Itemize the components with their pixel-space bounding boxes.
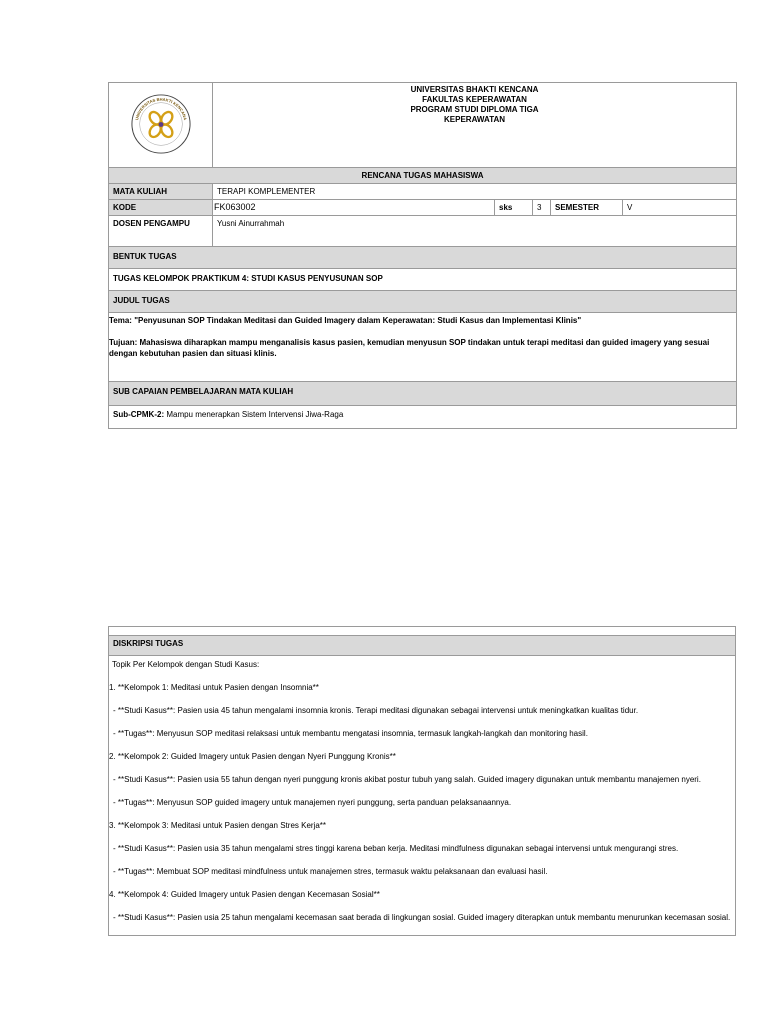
list-item: 3. **Kelompok 3: Meditasi untuk Pasien dengan Stres Kerja** (109, 821, 327, 830)
semester-label: SEMESTER (551, 200, 623, 216)
list-item: 1. **Kelompok 1: Meditasi untuk Pasien dengan Insomnia** (109, 683, 319, 692)
document-title: RENCANA TUGAS MAHASISWA (109, 168, 737, 184)
top-spacer (109, 627, 736, 636)
dosen-label: DOSEN PENGAMPU (109, 216, 213, 247)
deskripsi-content (109, 656, 736, 936)
judul-tugas-label: JUDUL TUGAS (109, 291, 737, 313)
list-item: - **Tugas**: Menyusun SOP meditasi relaksasi untuk membantu mengatasi insomnia, termasuk langkah-langkah dan monitoring hasil. (113, 729, 588, 738)
program-name-2: KEPERAWATAN (444, 115, 506, 124)
rtm-table (108, 82, 736, 429)
sks-value: 3 (533, 200, 551, 216)
svg-text:UNIVERSITAS BHAKTI KENCANA: UNIVERSITAS BHAKTI KENCANA (133, 96, 188, 121)
list-item: - **Tugas**: Menyusun SOP guided imagery untuk manajemen nyeri punggung, serta panduan pelaksanaannya. (113, 798, 512, 807)
sks-label: sks (495, 200, 533, 216)
list-item: - **Tugas**: Membuat SOP meditasi mindfulness untuk manajemen stres, termasuk waktu pelaksanaan dan evaluasi hasil. (113, 867, 548, 876)
kode-label: KODE (109, 200, 213, 216)
bentuk-tugas-label: BENTUK TUGAS (109, 247, 737, 269)
list-item: - **Studi Kasus**: Pasien usia 45 tahun mengalami insomnia kronis. Terapi meditasi digunakan sebagai intervensi untuk meningkatkan kualitas tidur. (113, 706, 639, 715)
list-item: - **Studi Kasus**: Pasien usia 35 tahun mengalami stres tinggi karena beban kerja. Meditasi mindfulness digunakan sebagai intervensi untuk mengurangi stres. (113, 844, 679, 853)
program-name: PROGRAM STUDI DIPLOMA TIGA (410, 105, 539, 114)
sub-cpmk-row (109, 406, 737, 429)
sub-cpmk-value: Mampu menerapkan Sistem Intervensi Jiwa-Raga (164, 410, 344, 419)
deskripsi-intro: Topik Per Kelompok dengan Studi Kasus: (112, 660, 260, 669)
list-item: 2. **Kelompok 2: Guided Imagery untuk Pasien dengan Nyeri Punggung Kronis** (109, 752, 396, 761)
sub-cpmk-label: SUB CAPAIAN PEMBELAJARAN MATA KULIAH (109, 382, 737, 406)
semester-value: V (623, 200, 737, 216)
logo-cell (109, 83, 213, 168)
deskripsi-label: DISKRIPSI TUGAS (109, 636, 736, 656)
deskripsi-table (108, 626, 736, 936)
judul-tugas-content (109, 313, 737, 382)
mata-kuliah-label: MATA KULIAH (109, 184, 213, 200)
university-logo-icon (130, 93, 192, 155)
bentuk-tugas-value: TUGAS KELOMPOK PRAKTIKUM 4: STUDI KASUS PENYUSUNAN SOP (109, 269, 737, 291)
tujuan-text: Tujuan: Mahasiswa diharapkan mampu menganalisis kasus pasien, kemudian menyusun SOP tindakan untuk terapi meditasi dan guided imagery yang sesuai dengan kebutuhan pasien dan situasi klinis. (109, 338, 710, 358)
university-name: UNIVERSITAS BHAKTI KENCANA (410, 85, 539, 94)
tema-text: Tema: "Penyusunan SOP Tindakan Meditasi dan Guided Imagery dalam Keperawatan: Studi Kasus dan Implementasi Klinis" (109, 316, 582, 325)
list-item: 4. **Kelompok 4: Guided Imagery untuk Pasien dengan Kecemasan Sosial** (109, 890, 380, 899)
mata-kuliah-value: TERAPI KOMPLEMENTER (213, 184, 737, 200)
faculty-name: FAKULTAS KEPERAWATAN (422, 95, 527, 104)
sub-cpmk-key: Sub-CPMK-2: (113, 410, 165, 419)
kode-value: FK063002 (213, 200, 495, 216)
institution-header (213, 83, 737, 168)
list-item: - **Studi Kasus**: Pasien usia 55 tahun dengan nyeri punggung kronis akibat postur tubuh yang salah. Guided imagery digunakan untuk membantu manajemen nyeri. (113, 775, 701, 784)
dosen-value: Yusni Ainurrahmah (213, 216, 737, 247)
list-item: - **Studi Kasus**: Pasien usia 25 tahun mengalami kecemasan saat berada di lingkungan sosial. Guided imagery diterapkan untuk membantu menurunkan kecemasan sosial. (113, 913, 731, 922)
